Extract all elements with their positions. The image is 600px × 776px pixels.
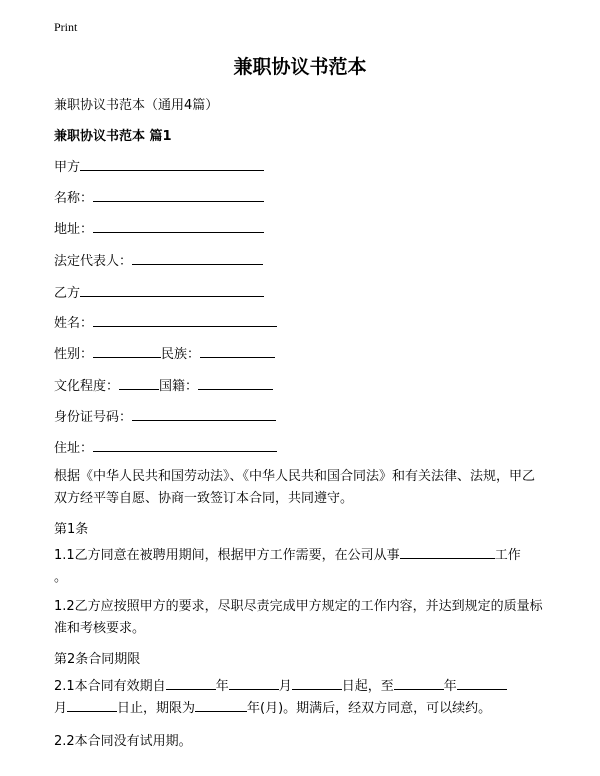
field-label: 国籍：: [159, 379, 199, 394]
intro-paragraph: 根据《中华人民共和国劳动法》、《中华人民共和国合同法》和有关法律、法规，甲乙双方经平等自愿、协商一致签订本合同，共同遵守。: [54, 469, 536, 506]
fill-blank: [80, 158, 264, 171]
clause-1-2: 1.2乙方应按照甲方的要求，尽职尽责完成甲方规定的工作内容，并达到规定的质量标准和考核要求。: [54, 599, 543, 636]
field-label: 法定代表人：: [54, 254, 133, 269]
field-label: 名称：: [54, 191, 94, 206]
field-label: 性别：: [54, 347, 94, 362]
education-nationality-field: [54, 375, 273, 394]
print-link[interactable]: Print: [54, 20, 78, 34]
clause-2-2: 2.2本合同没有试用期。: [54, 734, 192, 749]
fill-blank: [166, 677, 216, 690]
document-title: 兼职协议书范本: [233, 56, 367, 78]
field-label: 文化程度：: [54, 379, 120, 394]
article-1-heading: 第1条: [54, 522, 89, 537]
residence-field: [54, 437, 277, 456]
clause-text: 2.1本合同有效期自: [54, 679, 166, 694]
fill-blank: [132, 408, 276, 421]
fill-blank: [119, 377, 159, 390]
clause-text: 日起，至: [341, 679, 394, 694]
clause-text: 。: [54, 570, 68, 585]
clause-text: 1.1乙方同意在被聘用期间，根据甲方工作需要，在公司从事: [54, 548, 400, 563]
address-field: [54, 218, 264, 237]
fill-blank: [195, 699, 247, 712]
fill-blank: [400, 546, 495, 559]
clause-text: 工作: [494, 548, 521, 563]
fill-blank: [93, 220, 264, 233]
field-label: 地址：: [54, 222, 94, 237]
clause-2-1: [54, 676, 544, 720]
fill-blank: [200, 345, 275, 358]
party-a-field: [54, 156, 264, 175]
fill-blank: [457, 677, 507, 690]
clause-text: 年: [443, 679, 457, 694]
clause-text: 年: [215, 679, 229, 694]
article-2-heading: 第2条合同期限: [54, 652, 141, 667]
person-name-field: [54, 312, 277, 331]
id-number-field: [54, 406, 276, 425]
clause-text: 月: [54, 701, 68, 716]
gender-ethnicity-field: [54, 343, 275, 362]
fill-blank: [80, 284, 264, 297]
document-subtitle: 兼职协议书范本（通用4篇）: [54, 98, 219, 113]
fill-blank: [394, 677, 444, 690]
clause-text: 月: [278, 679, 292, 694]
field-label: 姓名：: [54, 316, 94, 331]
fill-blank: [198, 377, 273, 390]
field-label: 甲方: [54, 160, 81, 175]
clause-1-1: [54, 545, 544, 589]
field-label: 身份证号码：: [54, 410, 133, 425]
legal-rep-field: [54, 250, 263, 269]
fill-blank: [93, 439, 277, 452]
clause-text: 日止，期限为: [117, 701, 196, 716]
fill-blank: [93, 345, 161, 358]
party-b-field: [54, 282, 264, 301]
fill-blank: [67, 699, 117, 712]
fill-blank: [292, 677, 342, 690]
field-label: 乙方: [54, 286, 81, 301]
fill-blank: [93, 314, 277, 327]
fill-blank: [93, 189, 264, 202]
field-label: 民族：: [161, 347, 201, 362]
section-heading: 兼职协议书范本 篇1: [54, 129, 172, 144]
fill-blank: [132, 252, 263, 265]
field-label: 住址：: [54, 441, 94, 456]
name-field: [54, 187, 264, 206]
fill-blank: [229, 677, 279, 690]
clause-text: 年(月)。期满后，经双方同意，可以续约。: [247, 701, 492, 716]
